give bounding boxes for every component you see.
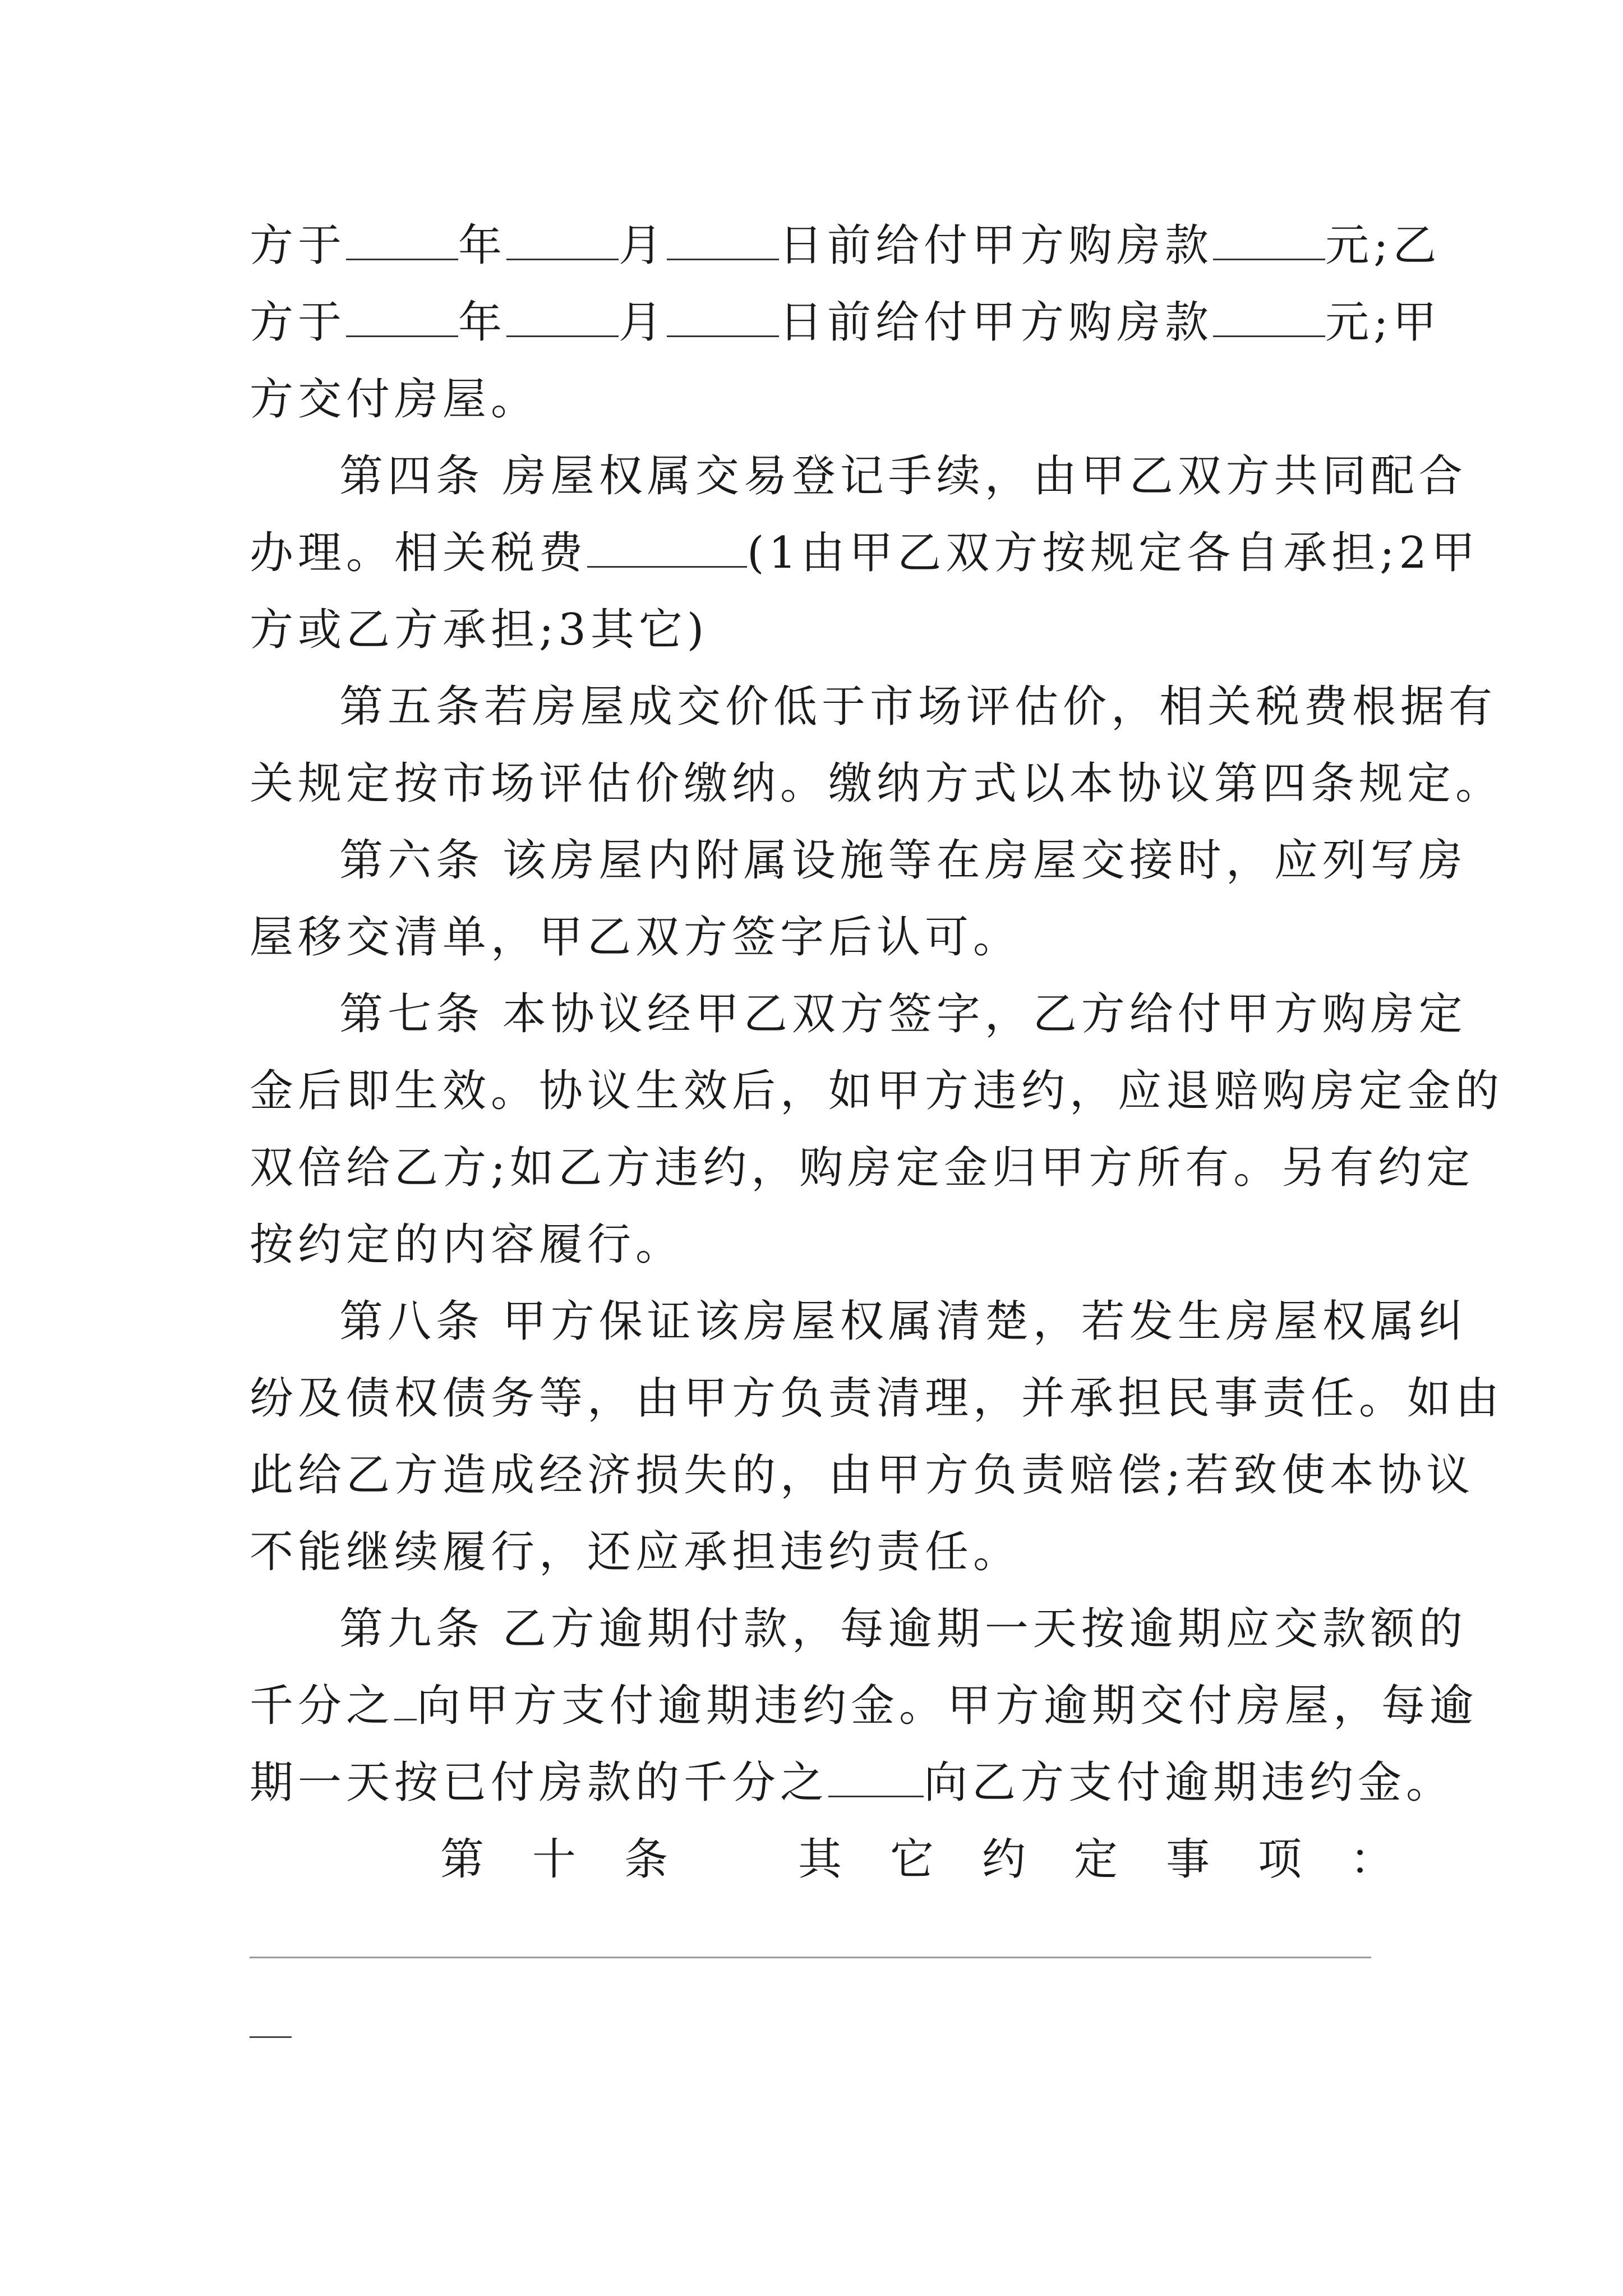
text: 元;甲 xyxy=(1325,297,1441,348)
char: 事 xyxy=(1165,1834,1210,1885)
clause-3-line-1 xyxy=(250,208,1441,284)
blank-field[interactable] xyxy=(587,533,747,568)
blank-field[interactable] xyxy=(506,303,619,337)
clause-3-line-3: 方交付房屋。 xyxy=(250,374,540,425)
char: 约 xyxy=(981,1834,1026,1885)
text: 月 xyxy=(619,297,667,348)
clause-4-line-3: 方或乙方承担;3其它) xyxy=(250,605,709,655)
char: 定 xyxy=(1073,1834,1118,1885)
char: 十 xyxy=(532,1834,577,1885)
blank-field[interactable] xyxy=(1213,226,1325,260)
blank-field[interactable] xyxy=(667,303,779,337)
text: 方于 xyxy=(250,220,347,271)
clause-8-line-3: 此给乙方造成经济损失的，由甲方负责赔偿;若致使本协议 xyxy=(250,1450,1475,1501)
clause-4-line-2 xyxy=(250,515,1479,592)
text: 办理。相关税费 xyxy=(250,528,588,578)
gap xyxy=(716,1821,750,1898)
char: 它 xyxy=(889,1834,934,1885)
document-page xyxy=(250,208,1504,1898)
text: (1由甲乙双方按规定各自承担;2甲 xyxy=(747,528,1479,578)
blank-field[interactable] xyxy=(1213,303,1325,337)
text: 日前给付甲方购房款 xyxy=(779,220,1214,271)
text: 向乙方支付逾期违约金。 xyxy=(924,1757,1455,1808)
clause-6-line-1: 第六条 该房屋内附属设施等在房屋交接时，应列写房 xyxy=(339,835,1467,886)
text: 向甲方支付逾期违约金。甲方逾期交付房屋，每逾 xyxy=(417,1681,1478,1731)
other-terms-blank-line[interactable] xyxy=(250,1957,1371,1958)
text: 月 xyxy=(619,220,667,271)
clause-8-line-1: 第八条 甲方保证该房屋权属清楚，若发生房屋权属纠 xyxy=(339,1296,1467,1347)
text: 方于 xyxy=(250,297,347,348)
clause-10-heading xyxy=(250,1821,1394,1898)
text: 年 xyxy=(458,220,507,271)
text: 期一天按已付房款的千分之 xyxy=(250,1757,829,1808)
clause-7-line-2: 金后即生效。协议生效后，如甲方违约，应退赔购房定金的 xyxy=(250,1066,1504,1116)
clause-8-line-4: 不能继续履行，还应承担违约责任。 xyxy=(250,1527,1022,1577)
blank-field[interactable] xyxy=(394,1686,417,1720)
clause-6-line-2: 屋移交清单，甲乙双方签字后认可。 xyxy=(250,912,1022,963)
char: 其 xyxy=(797,1834,842,1885)
clause-9-line-3 xyxy=(250,1745,1455,1821)
text: 年 xyxy=(458,297,507,348)
clause-7-line-3: 双倍给乙方;如乙方违约，购房定金归甲方所有。另有约定 xyxy=(250,1143,1475,1193)
clause-3-line-2 xyxy=(250,284,1441,361)
blank-field[interactable] xyxy=(828,1763,924,1797)
char: 条 xyxy=(624,1834,668,1885)
text: 日前给付甲方购房款 xyxy=(779,297,1214,348)
blank-field[interactable] xyxy=(506,226,619,260)
text: 元;乙 xyxy=(1325,220,1441,271)
blank-field[interactable] xyxy=(346,303,458,337)
clause-7-line-1: 第七条 本协议经甲乙双方签字，乙方给付甲方购房定 xyxy=(339,989,1467,1039)
text: 千分之 xyxy=(250,1681,395,1731)
clause-5-line-2: 关规定按市场评估价缴纳。缴纳方式以本协议第四条规定。 xyxy=(250,758,1504,809)
clause-5-line-1: 第五条若房屋成交价低于市场评估价，相关税费根据有 xyxy=(339,682,1497,732)
clause-8-line-2: 纷及债权债务等，由甲方负责清理，并承担民事责任。如由 xyxy=(250,1373,1504,1424)
clause-7-line-4: 按约定的内容履行。 xyxy=(250,1220,684,1270)
clause-9-line-1: 第九条 乙方逾期付款，每逾期一天按逾期应交款额的 xyxy=(339,1604,1467,1654)
clause-9-line-2 xyxy=(250,1668,1478,1745)
clause-4-line-1: 第四条 房屋权属交易登记手续，由甲乙双方共同配合 xyxy=(339,451,1467,501)
char: 项 xyxy=(1257,1834,1302,1885)
char: ： xyxy=(1349,1834,1394,1885)
blank-field[interactable] xyxy=(667,226,779,260)
blank-field[interactable] xyxy=(346,226,458,260)
char: 第 xyxy=(440,1834,485,1885)
other-terms-blank-line-short[interactable] xyxy=(250,2036,292,2038)
